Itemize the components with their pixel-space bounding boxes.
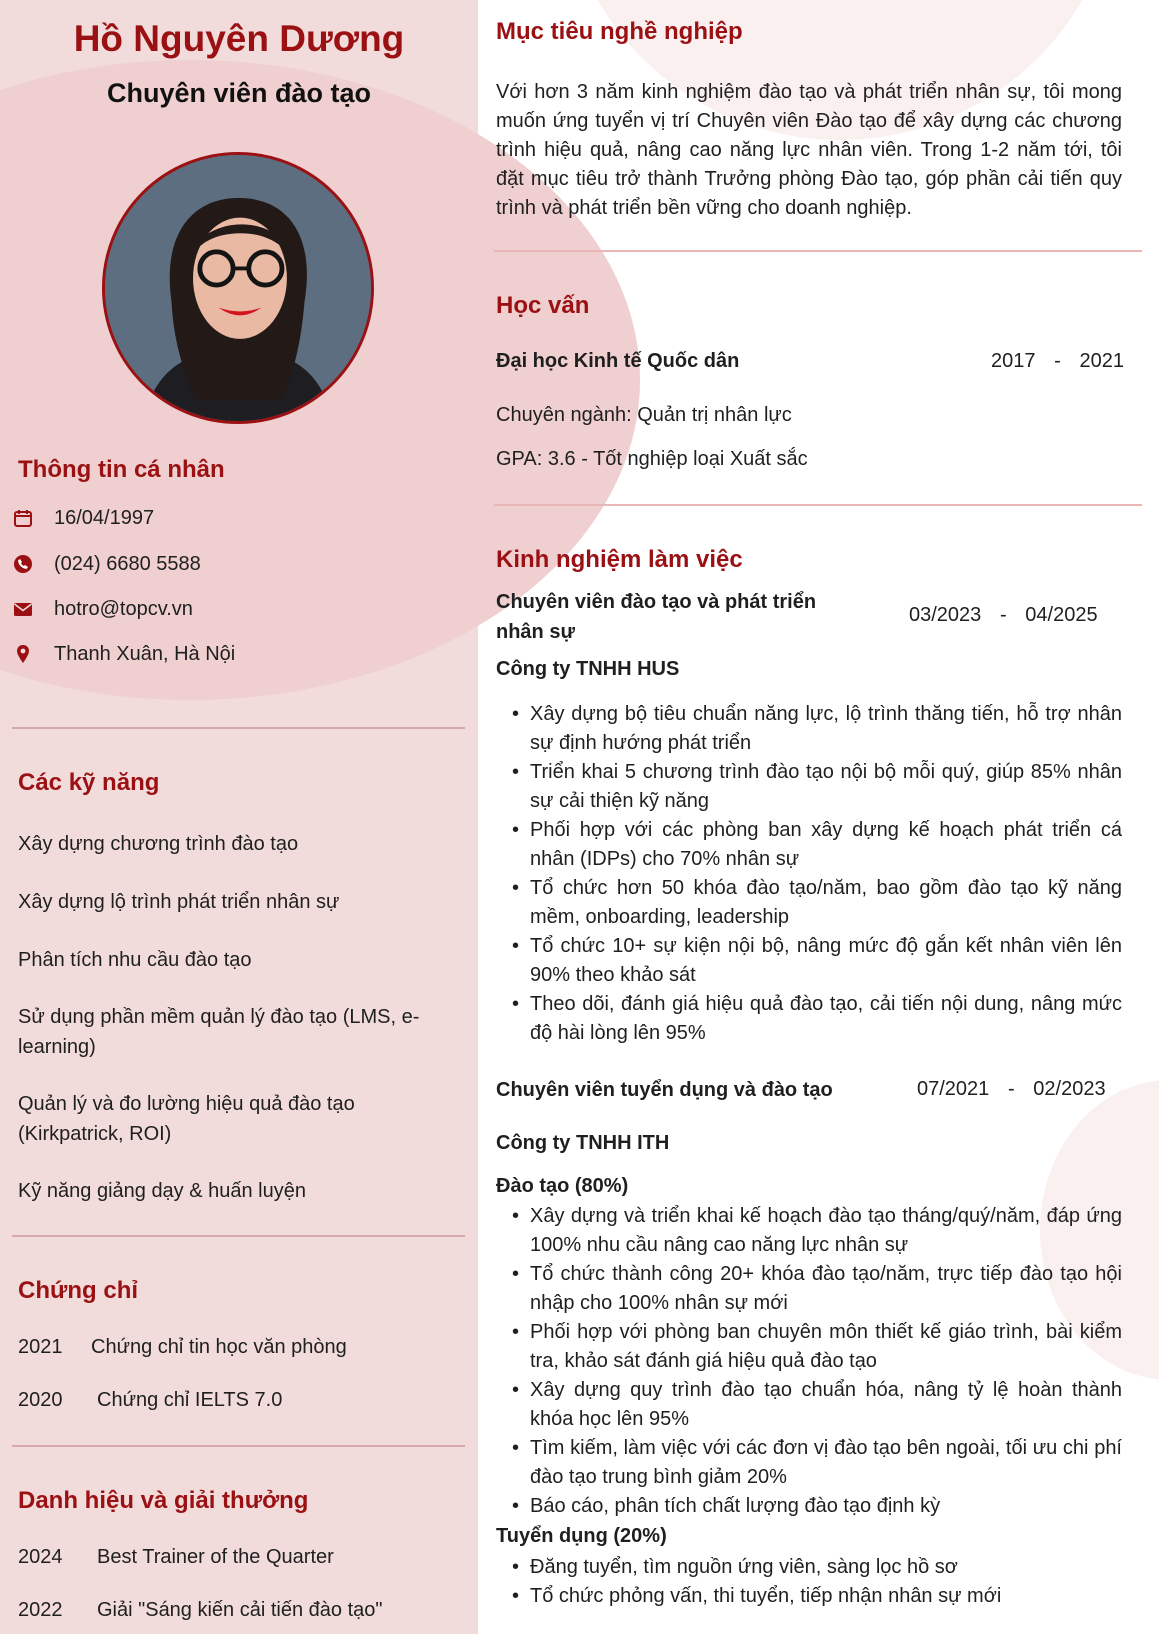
job-bullet-list (512, 1553, 1122, 1611)
certificate-name: Chứng chỉ tin học văn phòng (91, 1336, 347, 1358)
date-end: 2021 (1079, 350, 1124, 372)
award-year: 2024 (18, 1546, 63, 1568)
certificate-year: 2021 (18, 1336, 63, 1358)
certificate-year: 2020 (18, 1389, 63, 1411)
job-bullet-list (512, 700, 1122, 1048)
job-bullet: • Theo dõi, đánh giá hiệu quả đào tạo, cải tiến nội dung, nâng mức độ hài lòng lên 95% (512, 990, 1122, 1048)
job-bullet: • Tổ chức hơn 50 khóa đào tạo/năm, bao gồm đào tạo kỹ năng mềm, onboarding, leadership (512, 874, 1122, 932)
section-divider (12, 727, 465, 729)
skill-item: Xây dựng lộ trình phát triển nhân sự (18, 891, 340, 913)
skill-item: Sử dụng phần mềm quản lý đào tạo (LMS, e-learning) (18, 1006, 420, 1058)
location-icon (12, 643, 34, 665)
job-bullet-list (512, 1202, 1122, 1521)
skill-item: Quản lý và đo lường hiệu quả đào tạo (Kirkpatrick, ROI) (18, 1093, 355, 1145)
date-separator: - (1054, 350, 1061, 372)
job-title: Chuyên viên đào tạo và phát triển nhân sự (496, 591, 817, 643)
section-divider (12, 1445, 465, 1447)
portrait-photo (105, 155, 371, 421)
date-end: 02/2023 (1033, 1078, 1106, 1100)
award-name: Giải "Sáng kiến cải tiến đào tạo" (97, 1599, 383, 1621)
education-title: Học vấn (496, 292, 590, 319)
phone-row (12, 550, 201, 578)
job-bullet: • Xây dựng và triển khai kế hoạch đào tạo tháng/quý/năm, đáp ứng 100% nhu cầu nâng cao năng lực nhân sự (512, 1202, 1122, 1260)
education-gpa: GPA: 3.6 - Tốt nghiệp loại Xuất sắc (496, 448, 808, 470)
job-bullet: • Tổ chức 10+ sự kiện nội bộ, nâng mức độ gắn kết nhân viên lên 90% theo khảo sát (512, 932, 1122, 990)
section-divider (494, 250, 1142, 252)
phone-value: (024) 6680 5588 (54, 552, 201, 575)
location-value: Thanh Xuân, Hà Nội (54, 642, 236, 665)
email-value: hotro@topcv.vn (54, 597, 193, 620)
education-school: Đại học Kinh tế Quốc dân (496, 350, 740, 372)
email-row (12, 595, 193, 623)
candidate-name: Hồ Nguyên Dương (73, 18, 405, 59)
award-name: Best Trainer of the Quarter (97, 1546, 334, 1568)
birthdate-row (12, 504, 154, 532)
date-end: 04/2025 (1025, 604, 1098, 626)
section-divider (494, 504, 1142, 506)
certificates-title: Chứng chỉ (18, 1277, 139, 1304)
job-company: Công ty TNHH ITH (496, 1132, 670, 1154)
job-group-heading: Đào tạo (80%) (496, 1175, 629, 1197)
job-bullet: • Phối hợp với phòng ban chuyên môn thiết kế giáo trình, bài kiểm tra, khảo sát đánh giá hiệu quả đào tạo (512, 1318, 1122, 1376)
skills-title: Các kỹ năng (18, 769, 160, 796)
certificate-name: Chứng chỉ IELTS 7.0 (97, 1389, 283, 1411)
phone-icon (12, 553, 34, 575)
job-bullet: • Tổ chức thành công 20+ khóa đào tạo/năm, trực tiếp đào tạo hội nhập cho 100% nhân sự mới (512, 1260, 1122, 1318)
award-row (18, 1599, 383, 1622)
calendar-icon (12, 507, 34, 529)
job-bullet: • Báo cáo, phân tích chất lượng đào tạo định kỳ (512, 1492, 1122, 1521)
education-dates (991, 350, 1124, 373)
experience-title: Kinh nghiệm làm việc (496, 546, 743, 573)
date-separator: - (999, 604, 1007, 626)
job-title: Chuyên viên tuyển dụng và đào tạo (496, 1079, 833, 1101)
email-icon (12, 598, 34, 620)
job-bullet: • Xây dựng quy trình đào tạo chuẩn hóa, nâng tỷ lệ hoàn thành khóa học lên 95% (512, 1376, 1122, 1434)
education-major: Chuyên ngành: Quản trị nhân lực (496, 404, 792, 426)
award-year: 2022 (18, 1599, 63, 1621)
job-bullet: • Triển khai 5 chương trình đào tạo nội bộ mỗi quý, giúp 85% nhân sự cải thiện kỹ năng (512, 758, 1122, 816)
candidate-role: Chuyên viên đào tạo (106, 78, 372, 108)
certificate-row (18, 1336, 347, 1359)
date-start: 07/2021 (917, 1078, 990, 1100)
award-row (18, 1546, 334, 1569)
birthdate-value: 16/04/1997 (54, 506, 155, 529)
skill-item: Xây dựng chương trình đào tạo (18, 833, 299, 855)
objective-text: Với hơn 3 năm kinh nghiệm đào tạo và phát triển nhân sự, tôi mong muốn ứng tuyển vị trí Chuyên viên Đào tạo để xây dựng các chương trình hiệu quả, nâng cao năng lực nhân viên. Trong 1-2 năm tới, tôi đặt mục tiêu trở thành Trưởng phòng Đào tạo, góp phần cải tiến quy trình và phát triển bền vững cho doanh nghiệp. (496, 81, 1122, 219)
job-dates (917, 1078, 1106, 1101)
job-bullet: • Xây dựng bộ tiêu chuẩn năng lực, lộ trình thăng tiến, hỗ trợ nhân sự định hướng phát triển (512, 700, 1122, 758)
awards-title: Danh hiệu và giải thưởng (18, 1487, 309, 1514)
job-group-heading: Tuyển dụng (20%) (496, 1525, 667, 1547)
job-bullet: • Tổ chức phỏng vấn, thi tuyển, tiếp nhận nhân sự mới (512, 1582, 1122, 1611)
personal-info-title: Thông tin cá nhân (18, 456, 225, 483)
skill-item: Phân tích nhu cầu đào tạo (18, 949, 252, 971)
job-company: Công ty TNHH HUS (496, 658, 680, 680)
date-separator: - (1007, 1078, 1015, 1100)
date-start: 2017 (991, 350, 1036, 372)
location-row (12, 640, 235, 668)
certificate-row (18, 1389, 282, 1412)
job-bullet: • Đăng tuyển, tìm nguồn ứng viên, sàng lọc hồ sơ (512, 1553, 1122, 1582)
job-bullet: • Phối hợp với các phòng ban xây dựng kế hoạch phát triển cá nhân (IDPs) cho 70% nhân sự (512, 816, 1122, 874)
objective-title: Mục tiêu nghề nghiệp (496, 18, 743, 45)
skill-item: Kỹ năng giảng dạy & huấn luyện (18, 1180, 306, 1202)
date-start: 03/2023 (909, 604, 982, 626)
avatar (102, 152, 374, 424)
job-dates (909, 604, 1098, 627)
section-divider (12, 1235, 465, 1237)
job-bullet: • Tìm kiếm, làm việc với các đơn vị đào tạo bên ngoài, tối ưu chi phí đào tạo trung bình giảm 20% (512, 1434, 1122, 1492)
